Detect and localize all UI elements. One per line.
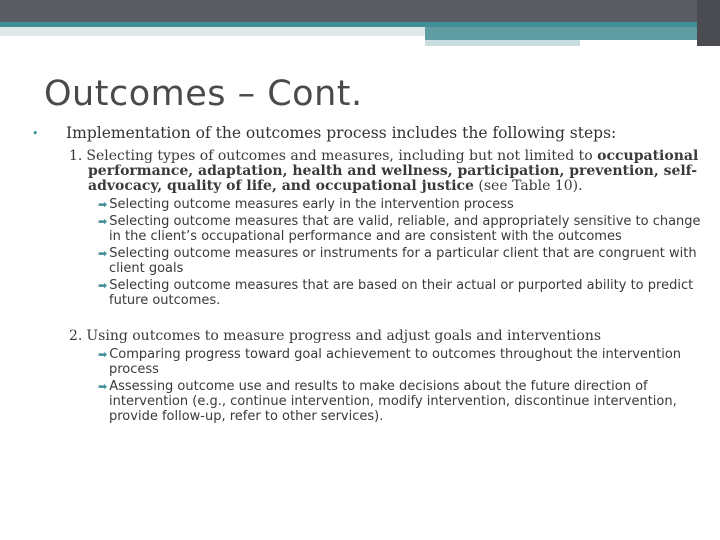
list-item-text: Selecting outcome measures early in the intervention process [109, 197, 514, 212]
list-item [98, 278, 708, 308]
list-item [98, 347, 708, 377]
step-text: Selecting types of outcomes and measures, including but not limited to [86, 148, 593, 164]
arrow-bullet-icon: ➡ [98, 247, 108, 260]
step-number: 2. [69, 328, 83, 344]
list-item-text: Assessing outcome use and results to make decisions about the future direction of intervention (e.g., continue intervention, modify intervention, discontinue intervention, provide follow-up, refer to other services). [109, 379, 677, 424]
list-item [98, 379, 708, 424]
arrow-bullet-icon: ➡ [98, 215, 108, 228]
header-accent-underline [425, 40, 580, 46]
list-item [98, 246, 708, 276]
header-band-dark [0, 0, 720, 22]
step-number: 1. [69, 148, 83, 164]
step-1 [28, 149, 708, 194]
bullet-level-1 [28, 124, 708, 143]
step-1-subitems [28, 197, 708, 308]
bullet-dot-icon: • [32, 127, 39, 140]
header-accent-block [425, 27, 720, 40]
list-item-text: Selecting outcome measures or instruments for a particular client that are congruent with client goals [109, 246, 697, 276]
list-item-text: Selecting outcome measures that are valid, reliable, and appropriately sensitive to change in the client’s occupational performance and are consistent with the outcomes [109, 214, 701, 244]
arrow-bullet-icon: ➡ [98, 198, 108, 211]
list-item [98, 197, 708, 212]
step-text: Using outcomes to measure progress and adjust goals and interventions [86, 328, 602, 344]
slide-body [28, 124, 708, 424]
header-corner-block [697, 0, 720, 46]
step-text-post: (see Table 10). [473, 178, 583, 194]
list-item-text: Selecting outcome measures that are based on their actual or purported ability to predict future outcomes. [109, 278, 694, 308]
arrow-bullet-icon: ➡ [98, 348, 108, 361]
bullet-text: Implementation of the outcomes process includes the following steps: [66, 124, 617, 142]
step-2-subitems [28, 347, 708, 424]
list-item-text: Comparing progress toward goal achievement to outcomes throughout the intervention process [109, 347, 682, 377]
step-2 [28, 329, 708, 344]
slide-title: Outcomes – Cont. [44, 74, 363, 114]
arrow-bullet-icon: ➡ [98, 380, 108, 393]
step-text-bold: occupational performance, adaptation, health and wellness, participation, prevention, self-advocacy, quality of life, and occupational justice [88, 148, 699, 194]
arrow-bullet-icon: ➡ [98, 279, 108, 292]
list-item [98, 214, 708, 244]
